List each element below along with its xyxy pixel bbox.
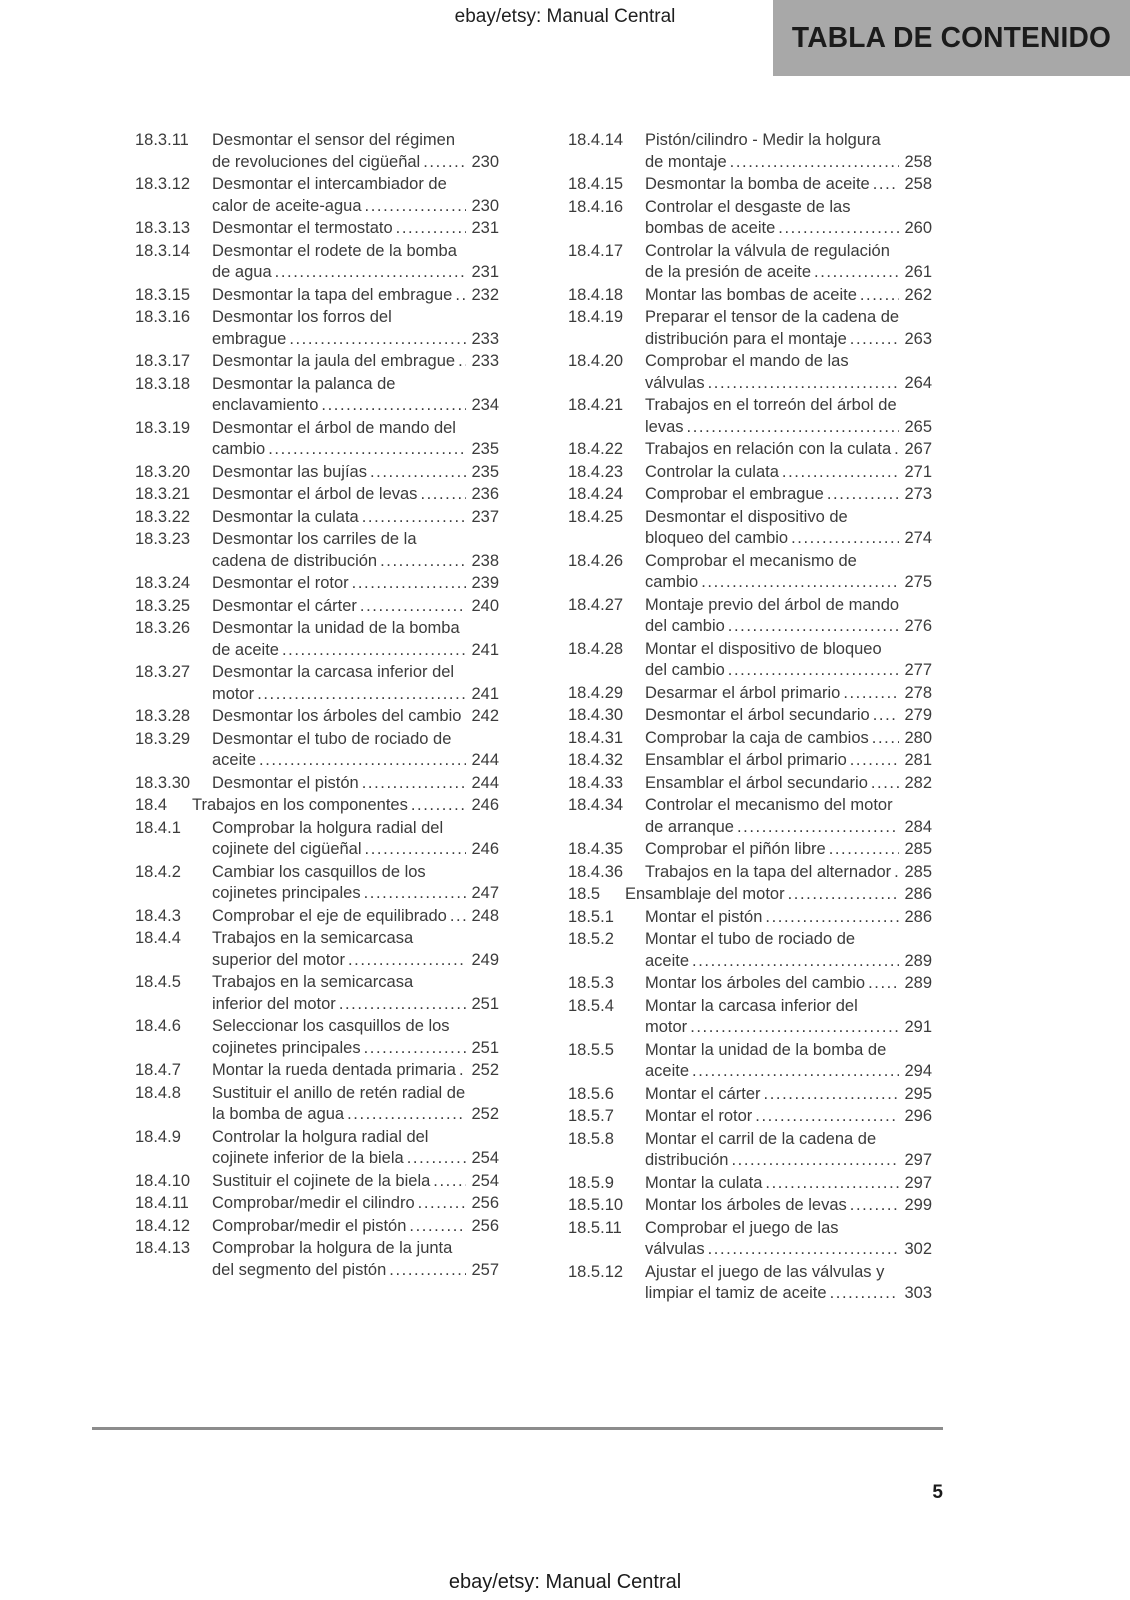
entry-title: Desmontar el rotor ..... (212, 573, 466, 595)
toc-entry (135, 596, 499, 618)
entry-page-number: 289 (904, 974, 932, 992)
toc-entry (135, 862, 499, 905)
entry-page-number: 274 (904, 529, 932, 547)
entry-title: Montar el pistón ..... (645, 907, 899, 929)
entry-number: 18.4.27 (568, 595, 624, 614)
toc-entry (135, 1060, 499, 1082)
entry-number: 18.4.2 (135, 862, 181, 881)
entry-number: 18.5.7 (568, 1107, 614, 1125)
entry-page-number: 289 (904, 951, 932, 970)
entry-number: 18.4.32 (568, 751, 624, 769)
entry-page-number: 297 (904, 1173, 932, 1192)
entry-number: 18.4.23 (568, 462, 624, 481)
entry-title: Sustituir el cojinete de la biela ..... (212, 1171, 466, 1193)
entry-page-number: 241 (471, 640, 499, 659)
toc-entry (568, 595, 932, 638)
entry-page-number: 291 (904, 1018, 932, 1036)
entry-page-number: 230 (471, 196, 499, 215)
entry-title: Desmontar la tapa del embrague ..... (212, 285, 466, 307)
entry-title: Desmontar el rodete de la bomba de agua ..... (212, 241, 466, 284)
toc-entry (135, 507, 499, 529)
toc-entry (135, 307, 499, 350)
entry-title: Ensamblaje del motor ..... (625, 884, 899, 906)
entry-number: 18.3.23 (135, 530, 191, 548)
entry-title: Controlar el mecanismo del motor de arranque ..... (645, 795, 899, 838)
entry-number: 18.5.2 (568, 930, 614, 948)
entry-number: 18.5 (568, 885, 601, 903)
entry-number: 18.4.20 (568, 352, 624, 370)
entry-title: Desmontar los árboles del cambio ..... (212, 706, 466, 728)
toc-entry (135, 374, 499, 417)
entry-number: 18.3.19 (135, 418, 191, 437)
toc-entry (568, 773, 932, 795)
entry-title: Comprobar la holgura radial del cojinete del cigüeñal ..... (212, 818, 466, 861)
toc-entry (135, 529, 499, 572)
entry-title: Montar el rotor ..... (645, 1106, 899, 1128)
entry-title: Cambiar los casquillos de los cojinetes principales ..... (212, 862, 466, 905)
toc-entry (568, 884, 932, 906)
entry-title: Comprobar la caja de cambios ..... (645, 728, 899, 750)
entry-page-number: 238 (471, 551, 499, 570)
entry-number: 18.4.18 (568, 285, 624, 304)
entry-title: Desmontar los carriles de la cadena de distribución ..... (212, 529, 466, 572)
entry-number: 18.4.16 (568, 197, 624, 216)
toc-entry (568, 683, 932, 705)
entry-title: Desmontar el árbol de levas ..... (212, 484, 466, 506)
toc-entry (568, 1084, 932, 1106)
entry-page-number: 295 (904, 1084, 932, 1103)
entry-number: 18.4.34 (568, 796, 624, 814)
entry-number: 18.4.30 (568, 706, 624, 724)
entry-title: Comprobar el piñón libre ..... (645, 839, 899, 861)
entry-number: 18.4.36 (568, 862, 624, 881)
entry-number: 18.4.17 (568, 241, 624, 260)
entry-number: 18.5.6 (568, 1084, 614, 1103)
entry-number: 18.3.14 (135, 241, 191, 260)
entry-page-number: 232 (471, 285, 499, 304)
entry-page-number: 275 (904, 573, 932, 591)
entry-page-number: 247 (471, 884, 499, 902)
entry-title: Comprobar/medir el pistón ..... (212, 1216, 466, 1238)
entry-page-number: 286 (904, 885, 932, 903)
entry-number: 18.4.3 (135, 906, 181, 925)
entry-page-number: 276 (904, 617, 932, 635)
entry-page-number: 260 (904, 219, 932, 237)
toc-entry (135, 618, 499, 661)
toc-entry (568, 996, 932, 1039)
toc-entry (568, 929, 932, 972)
entry-title: Trabajos en la semicarcasa inferior del motor ..... (212, 972, 466, 1015)
toc-entry (568, 728, 932, 750)
entry-page-number: 254 (471, 1149, 499, 1167)
entry-title: Montar la unidad de la bomba de aceite ..... (645, 1040, 899, 1083)
entry-number: 18.3.15 (135, 285, 191, 304)
toc-entry (135, 795, 499, 817)
entry-page-number: 273 (904, 485, 932, 503)
entry-number: 18.3.27 (135, 663, 191, 681)
entry-title: Trabajos en los componentes ..... (192, 795, 466, 817)
entry-title: Montar el tubo de rociado de aceite ..... (645, 929, 899, 972)
toc-entry (135, 928, 499, 971)
entry-number: 18.4.6 (135, 1017, 181, 1035)
toc-entry (568, 439, 932, 461)
entry-number: 18.5.4 (568, 996, 614, 1015)
entry-page-number: 246 (471, 840, 499, 858)
entry-page-number: 263 (904, 329, 932, 348)
entry-number: 18.4.26 (568, 551, 624, 570)
entry-title: Ensamblar el árbol secundario ..... (645, 773, 899, 795)
entry-page-number: 258 (904, 175, 932, 193)
entry-title: Desmontar los forros del embrague ..... (212, 307, 466, 350)
entry-title: Desmontar el pistón ..... (212, 773, 466, 795)
entry-title: Desmontar el cárter ..... (212, 596, 466, 618)
toc-entry (135, 706, 499, 728)
entry-number: 18.4 (135, 796, 168, 814)
page-footer-title: ebay/etsy: Manual Central (448, 1571, 682, 1593)
entry-page-number: 299 (904, 1196, 932, 1214)
entry-title: Montar la rueda dentada primaria ..... (212, 1060, 466, 1082)
toc-entry (568, 1173, 932, 1195)
toc-entry (568, 973, 932, 995)
entry-page-number: 280 (904, 728, 932, 747)
entry-page-number: 233 (471, 352, 499, 370)
entry-title: Montar la carcasa inferior del motor ..... (645, 996, 899, 1039)
entry-number: 18.3.26 (135, 619, 191, 637)
entry-title: Comprobar el mando de las válvulas ..... (645, 351, 899, 394)
toc-entry (135, 1216, 499, 1238)
entry-title: Trabajos en relación con la culata ..... (645, 439, 899, 461)
page-number: 5 (932, 1482, 943, 1503)
entry-page-number: 264 (904, 373, 932, 392)
toc-entry (568, 1218, 932, 1261)
entry-title: Trabajos en la semicarcasa superior del motor ..... (212, 928, 466, 971)
toc-entry (135, 1016, 499, 1059)
entry-title: Desmontar la bomba de aceite ..... (645, 174, 899, 196)
entry-page-number: 285 (904, 862, 932, 881)
toc-entry (135, 174, 499, 217)
toc-entry (568, 197, 932, 240)
entry-page-number: 254 (471, 1171, 499, 1190)
entry-page-number: 271 (904, 462, 932, 481)
toc-entry (568, 750, 932, 772)
entry-number: 18.4.12 (135, 1216, 191, 1235)
entry-title: Desmontar la jaula del embrague ..... (212, 351, 466, 373)
entry-title: Desmontar la carcasa inferior del motor ..... (212, 662, 466, 705)
entry-title: Comprobar el mecanismo de cambio ..... (645, 551, 899, 594)
toc-entry (135, 130, 499, 173)
page-header-title: ebay/etsy: Manual Central (454, 6, 676, 27)
entry-title: Desmontar las bujías ..... (212, 462, 466, 484)
entry-title: Controlar el desgaste de las bombas de aceite ..... (645, 197, 899, 240)
entry-page-number: 252 (471, 1061, 499, 1079)
entry-page-number: 281 (904, 751, 932, 769)
toc-entry (568, 462, 932, 484)
footer-divider (92, 1427, 943, 1430)
entry-number: 18.3.21 (135, 485, 191, 503)
entry-page-number: 265 (904, 417, 932, 436)
entry-title: Desmontar el termostato ..... (212, 218, 466, 240)
toc-entry (135, 418, 499, 461)
entry-title: Montar los árboles del cambio ..... (645, 973, 899, 995)
entry-number: 18.4.22 (568, 440, 624, 458)
entry-page-number: 233 (471, 329, 499, 348)
entry-number: 18.5.3 (568, 974, 614, 992)
toc-entry (135, 729, 499, 772)
entry-title: Desarmar el árbol primario ..... (645, 683, 899, 705)
entry-title: Controlar la válvula de regulación de la presión de aceite ..... (645, 241, 899, 284)
entry-page-number: 236 (471, 485, 499, 503)
entry-title: Desmontar el árbol secundario ..... (645, 705, 899, 727)
table-of-contents (135, 130, 932, 1306)
entry-title: Montar el cárter ..... (645, 1084, 899, 1106)
entry-number: 18.3.20 (135, 462, 191, 481)
entry-page-number: 244 (471, 751, 499, 769)
toc-entry (568, 285, 932, 307)
entry-page-number: 256 (471, 1216, 499, 1235)
toc-entry (568, 839, 932, 861)
entry-page-number: 235 (471, 462, 499, 481)
entry-number: 18.4.19 (568, 308, 624, 326)
entry-number: 18.3.24 (135, 574, 191, 592)
entry-number: 18.5.1 (568, 907, 614, 926)
toc-entry (568, 507, 932, 550)
entry-number: 18.3.22 (135, 507, 191, 526)
entry-number: 18.5.12 (568, 1262, 624, 1281)
entry-number: 18.4.29 (568, 683, 624, 702)
entry-page-number: 267 (904, 440, 932, 458)
entry-title: Desmontar la culata ..... (212, 507, 466, 529)
entry-page-number: 230 (471, 152, 499, 171)
entry-number: 18.3.11 (135, 131, 189, 149)
toc-entry (135, 285, 499, 307)
toc-column-left (135, 130, 499, 1306)
entry-title: Preparar el tensor de la cadena de distribución para el montaje ..... (645, 307, 899, 350)
toc-entry (568, 241, 932, 284)
entry-title: Montar las bombas de aceite ..... (645, 285, 899, 307)
toc-entry (135, 1193, 499, 1215)
entry-title: Controlar la holgura radial del cojinete inferior de la biela ..... (212, 1127, 466, 1170)
entry-number: 18.4.7 (135, 1061, 181, 1079)
entry-title: Montar los árboles de levas ..... (645, 1195, 899, 1217)
entry-page-number: 279 (904, 706, 932, 724)
entry-number: 18.4.8 (135, 1083, 181, 1102)
entry-page-number: 257 (471, 1260, 499, 1279)
entry-title: Desmontar el intercambiador de calor de aceite-agua ..... (212, 174, 466, 217)
entry-number: 18.4.11 (135, 1194, 189, 1212)
entry-number: 18.4.4 (135, 929, 181, 947)
toc-entry (135, 1127, 499, 1170)
toc-entry (135, 484, 499, 506)
entry-page-number: 244 (471, 773, 499, 792)
entry-title: Comprobar el juego de las válvulas ..... (645, 1218, 899, 1261)
entry-number: 18.3.13 (135, 219, 191, 237)
toc-entry (568, 174, 932, 196)
entry-title: Comprobar la holgura de la junta del segmento del pistón ..... (212, 1238, 466, 1281)
toc-entry (135, 218, 499, 240)
toc-entry (568, 705, 932, 727)
entry-page-number: 252 (471, 1105, 499, 1123)
entry-number: 18.4.5 (135, 973, 181, 991)
toc-entry (568, 1040, 932, 1083)
entry-page-number: 262 (904, 285, 932, 304)
entry-page-number: 246 (471, 796, 499, 814)
entry-title: Pistón/cilindro - Medir la holgura de montaje ..... (645, 130, 899, 173)
entry-title: Montar el dispositivo de bloqueo del cambio ..... (645, 639, 899, 682)
entry-title: Desmontar la palanca de enclavamiento ..... (212, 374, 466, 417)
entry-number: 18.3.18 (135, 374, 191, 393)
entry-page-number: 251 (471, 994, 499, 1013)
entry-number: 18.4.25 (568, 507, 624, 526)
entry-number: 18.4.21 (568, 396, 624, 414)
entry-page-number: 249 (471, 950, 499, 969)
entry-number: 18.3.30 (135, 773, 191, 792)
entry-number: 18.4.9 (135, 1127, 181, 1146)
toc-entry (568, 351, 932, 394)
entry-number: 18.5.8 (568, 1129, 614, 1148)
toc-entry (568, 130, 932, 173)
entry-title: Montar la culata ..... (645, 1173, 899, 1195)
toc-entry (135, 241, 499, 284)
entry-title: Seleccionar los casquillos de los cojinetes principales ..... (212, 1016, 466, 1059)
toc-entry (135, 462, 499, 484)
toc-entry (568, 795, 932, 838)
entry-page-number: 303 (904, 1284, 932, 1302)
entry-page-number: 294 (904, 1062, 932, 1080)
entry-number: 18.3.16 (135, 308, 191, 326)
entry-page-number: 231 (471, 263, 499, 281)
entry-page-number: 231 (471, 219, 499, 237)
entry-page-number: 241 (471, 684, 499, 703)
entry-page-number: 302 (904, 1240, 932, 1258)
entry-title: Ensamblar el árbol primario ..... (645, 750, 899, 772)
entry-number: 18.4.24 (568, 485, 624, 503)
entry-page-number: 235 (471, 440, 499, 458)
toc-column-right (568, 130, 932, 1306)
entry-title: Desmontar el tubo de rociado de aceite ..... (212, 729, 466, 772)
entry-number: 18.4.10 (135, 1171, 191, 1190)
toc-entry (568, 1262, 932, 1305)
entry-title: Desmontar el árbol de mando del cambio ..... (212, 418, 466, 461)
entry-page-number: 242 (471, 707, 499, 725)
entry-number: 18.4.31 (568, 728, 624, 747)
toc-entry (568, 862, 932, 884)
entry-page-number: 239 (471, 574, 499, 592)
entry-number: 18.3.12 (135, 175, 191, 193)
entry-page-number: 285 (904, 840, 932, 858)
entry-number: 18.4.1 (135, 818, 181, 837)
entry-page-number: 284 (904, 817, 932, 836)
toc-entry (135, 906, 499, 928)
entry-number: 18.3.17 (135, 352, 191, 370)
toc-entry (568, 1195, 932, 1217)
entry-page-number: 248 (471, 906, 499, 925)
entry-page-number: 237 (471, 507, 499, 526)
entry-title: Controlar la culata ..... (645, 462, 899, 484)
entry-page-number: 261 (904, 263, 932, 281)
entry-number: 18.3.29 (135, 729, 191, 748)
entry-title: Desmontar el sensor del régimen de revoluciones del cigüeñal ..... (212, 130, 466, 173)
entry-page-number: 296 (904, 1107, 932, 1125)
entry-page-number: 286 (904, 907, 932, 926)
toc-entry (135, 1083, 499, 1126)
toc-entry (568, 1129, 932, 1172)
toc-entry (135, 662, 499, 705)
entry-number: 18.5.5 (568, 1040, 614, 1059)
toc-banner (773, 0, 1130, 76)
entry-number: 18.4.15 (568, 175, 624, 193)
entry-title: Comprobar/medir el cilindro ..... (212, 1193, 466, 1215)
toc-entry (568, 395, 932, 438)
entry-title: Ajustar el juego de las válvulas y limpiar el tamiz de aceite ..... (645, 1262, 899, 1305)
entry-number: 18.4.14 (568, 131, 624, 149)
entry-number: 18.4.35 (568, 840, 624, 858)
entry-page-number: 258 (904, 152, 932, 171)
entry-title: Desmontar el dispositivo de bloqueo del cambio ..... (645, 507, 899, 550)
toc-entry (135, 773, 499, 795)
entry-title: Comprobar el embrague ..... (645, 484, 899, 506)
toc-entry (568, 907, 932, 929)
entry-title: Montar el carril de la cadena de distribución ..... (645, 1129, 899, 1172)
entry-title: Desmontar la unidad de la bomba de aceite ..... (212, 618, 466, 661)
toc-entry (568, 1106, 932, 1128)
entry-title: Montaje previo del árbol de mando del cambio ..... (645, 595, 899, 638)
entry-number: 18.3.28 (135, 707, 191, 725)
toc-entry (135, 1171, 499, 1193)
toc-banner-title: TABLA DE CONTENIDO (791, 21, 1112, 54)
toc-entry (135, 972, 499, 1015)
entry-page-number: 240 (471, 596, 499, 615)
entry-page-number: 278 (904, 683, 932, 702)
entry-number: 18.4.28 (568, 639, 624, 658)
entry-number: 18.5.11 (568, 1218, 622, 1237)
toc-entry (568, 484, 932, 506)
entry-title: Sustituir el anillo de retén radial de la bomba de agua ..... (212, 1083, 466, 1126)
entry-number: 18.3.25 (135, 596, 191, 615)
entry-page-number: 251 (471, 1038, 499, 1057)
entry-title: Trabajos en la tapa del alternador ..... (645, 862, 899, 884)
toc-entry (568, 639, 932, 682)
entry-page-number: 277 (904, 661, 932, 679)
entry-number: 18.5.10 (568, 1196, 624, 1214)
entry-number: 18.4.33 (568, 773, 624, 792)
entry-title: Trabajos en el torreón del árbol de levas ..... (645, 395, 899, 438)
toc-entry (135, 573, 499, 595)
toc-entry (568, 307, 932, 350)
toc-entry (135, 1238, 499, 1281)
entry-page-number: 297 (904, 1151, 932, 1169)
entry-title: Comprobar el eje de equilibrado ..... (212, 906, 466, 928)
entry-number: 18.5.9 (568, 1173, 614, 1192)
entry-page-number: 256 (471, 1194, 499, 1212)
toc-entry (135, 351, 499, 373)
toc-entry (135, 818, 499, 861)
entry-page-number: 282 (904, 773, 932, 792)
toc-entry (568, 551, 932, 594)
entry-number: 18.4.13 (135, 1239, 191, 1257)
entry-page-number: 234 (471, 396, 499, 414)
